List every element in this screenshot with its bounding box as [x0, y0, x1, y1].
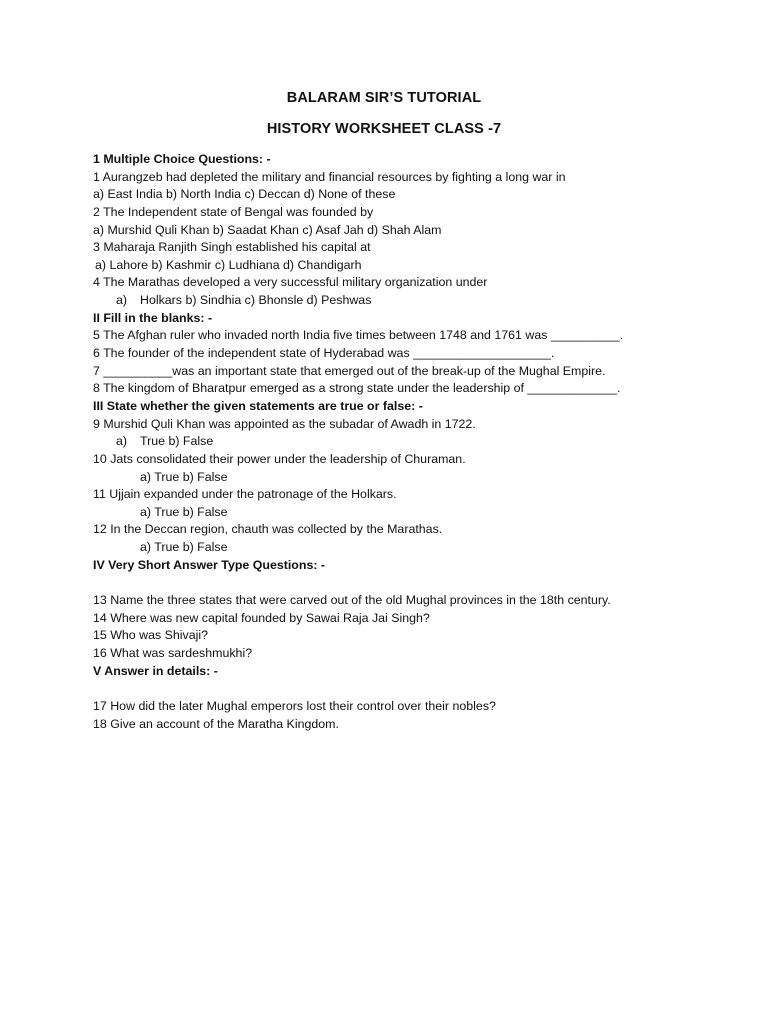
question-16: 16 What was sardeshmukhi?: [93, 645, 253, 660]
question-11: 11 Ujjain expanded under the patronage of the Holkars.: [93, 487, 397, 502]
spacer: [93, 574, 733, 592]
question-18: 18 Give an account of the Maratha Kingdom.: [93, 716, 339, 731]
option-marker: a): [116, 434, 128, 449]
question-12-options: a) True b) False: [140, 540, 228, 555]
question-14: 14 Where was new capital founded by Sawai Raja Jai Singh?: [93, 610, 430, 625]
question-13: 13 Name the three states that were carved out of the old Mughal provinces in the 18th century.: [93, 593, 611, 608]
question-15: 15 Who was Shivaji?: [93, 628, 209, 643]
section-heading-long-answer: V Answer in details: -: [93, 663, 218, 678]
option-text: True b) False: [140, 434, 214, 449]
question-10: 10 Jats consolidated their power under the leadership of Churaman.: [93, 451, 466, 466]
question-12: 12 In the Deccan region, chauth was collected by the Marathas.: [93, 522, 443, 537]
option-marker: a): [116, 293, 128, 308]
section-heading-mcq: 1 Multiple Choice Questions: -: [93, 152, 271, 166]
question-6: 6 The founder of the independent state of Hyderabad was ____________________.: [93, 346, 555, 361]
page-title: BALARAM SIR’S TUTORIAL: [286, 90, 482, 106]
question-11-options: a) True b) False: [140, 504, 228, 519]
question-2: 2 The Independent state of Bengal was founded by: [93, 204, 374, 219]
question-1-options: a) East India b) North India c) Deccan d) None of these: [93, 187, 396, 202]
page-subtitle: HISTORY WORKSHEET CLASS -7: [266, 121, 502, 137]
question-3: 3 Maharaja Ranjith Singh established his capital at: [93, 240, 371, 255]
section-heading-fill-blanks: II Fill in the blanks: -: [93, 310, 213, 325]
question-9-options: [93, 433, 733, 451]
worksheet-body: [93, 151, 733, 733]
question-3-options: a) Lahore b) Kashmir c) Ludhiana d) Chandigarh: [95, 257, 362, 272]
question-17: 17 How did the later Mughal emperors lost their control over their nobles?: [93, 698, 496, 713]
question-8: 8 The kingdom of Bharatpur emerged as a strong state under the leadership of _____________.: [93, 381, 621, 396]
section-heading-true-false: III State whether the given statements are true or false: -: [93, 398, 423, 413]
section-heading-short-answer: IV Very Short Answer Type Questions: -: [93, 557, 326, 572]
question-2-options: a) Murshid Quli Khan b) Saadat Khan c) Asaf Jah d) Shah Alam: [93, 222, 442, 237]
spacer: [93, 680, 733, 698]
question-4-options: [93, 292, 733, 310]
question-5: 5 The Afghan ruler who invaded north India five times between 1748 and 1761 was __________.: [93, 328, 624, 343]
question-10-options: a) True b) False: [140, 469, 228, 484]
question-9: 9 Murshid Quli Khan was appointed as the subadar of Awadh in 1722.: [93, 416, 476, 431]
question-4: 4 The Marathas developed a very successful military organization under: [93, 275, 488, 290]
question-7: 7 __________was an important state that emerged out of the break-up of the Mughal Empire.: [93, 363, 606, 378]
option-text: Holkars b) Sindhia c) Bhonsle d) Peshwas: [140, 293, 372, 308]
question-1: 1 Aurangzeb had depleted the military and financial resources by fighting a long war in: [93, 169, 566, 184]
